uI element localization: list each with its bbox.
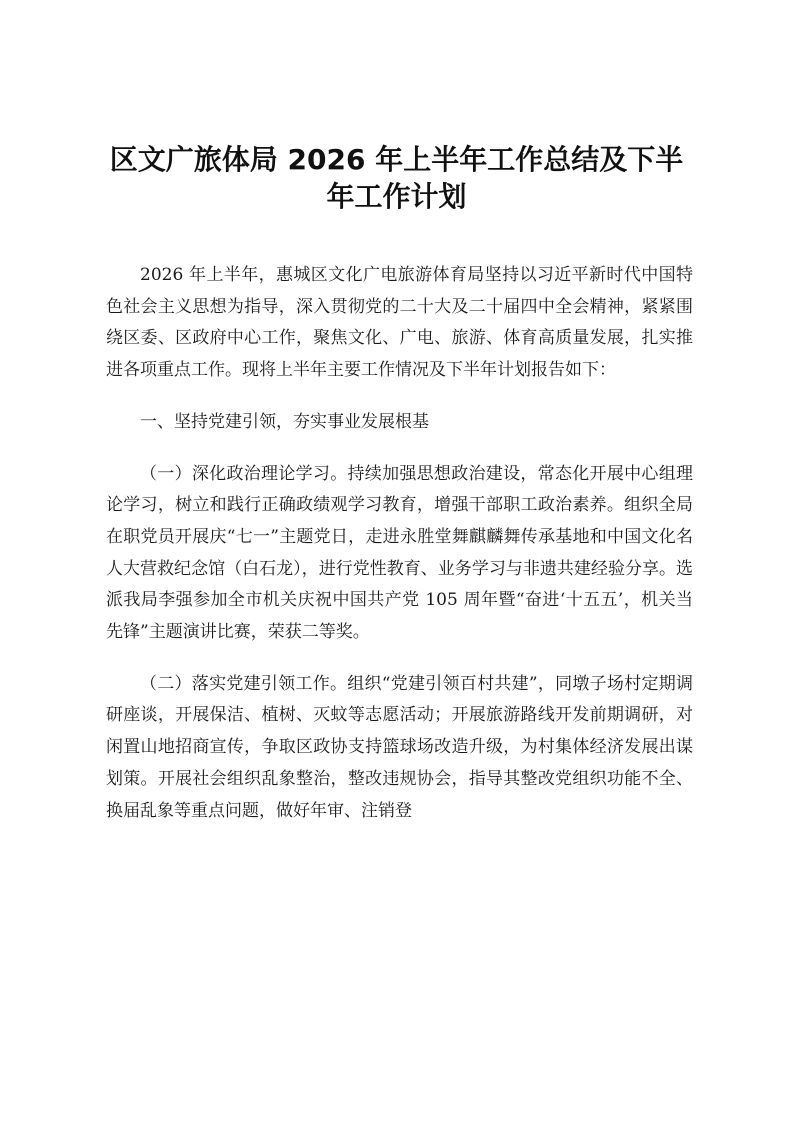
title-line-2: 年工作计划 — [326, 180, 467, 213]
body-paragraph-1: （一）深化政治理论学习。持续加强思想政治建设，常态化开展中心组理论学习，树立和践行正确政绩观学习教育，增强干部职工政治素养。组织全局在职党员开展庆“七一”主题党日，走进永胜堂舞麒麟舞传承基地和中国文化名人大营救纪念馆（白石龙），进行党性教育、业务学习与非遗共建经验分享。选派我局李强参加全市机关庆祝中国共产党 105 周年暨“奋进‘十五五’，机关当先锋”主题演讲比赛，荣获二等奖。 — [106, 463, 693, 643]
document-title — [90, 141, 703, 215]
paragraph-gap — [106, 387, 693, 407]
intro-paragraph: 2026 年上半年，惠城区文化广电旅游体育局坚持以习近平新时代中国特色社会主义思想为指导，深入贯彻党的二十大及二十届四中全会精神，紧紧围绕区委、区政府中心工作，聚焦文化、广电、旅游、体育高质量发展，扎实推进各项重点工作。现将上半年主要工作情况及下半年计划报告如下： — [106, 265, 693, 381]
body-paragraph-2: （二）落实党建引领工作。组织“党建引领百村共建”，同墩子场村定期调研座谈，开展保洁、植树、灭蚊等志愿活动；开展旅游路线开发前期调研，对闲置山地招商宣传，争取区政协支持篮球场改造升级，为村集体经济发展出谋划策。开展社会组织乱象整治，整改违规协会，指导其整改党组织功能不全、换届乱象等重点问题，做好年审、注销登 — [106, 673, 693, 821]
paragraph-gap — [106, 649, 693, 669]
title-line-1: 区文广旅体局 2026 年上半年工作总结及下半 — [109, 143, 684, 176]
section-heading: 一、坚持党建引领，夯实事业发展根基 — [140, 411, 429, 432]
document-body — [106, 260, 693, 827]
paragraph-gap — [106, 439, 693, 459]
